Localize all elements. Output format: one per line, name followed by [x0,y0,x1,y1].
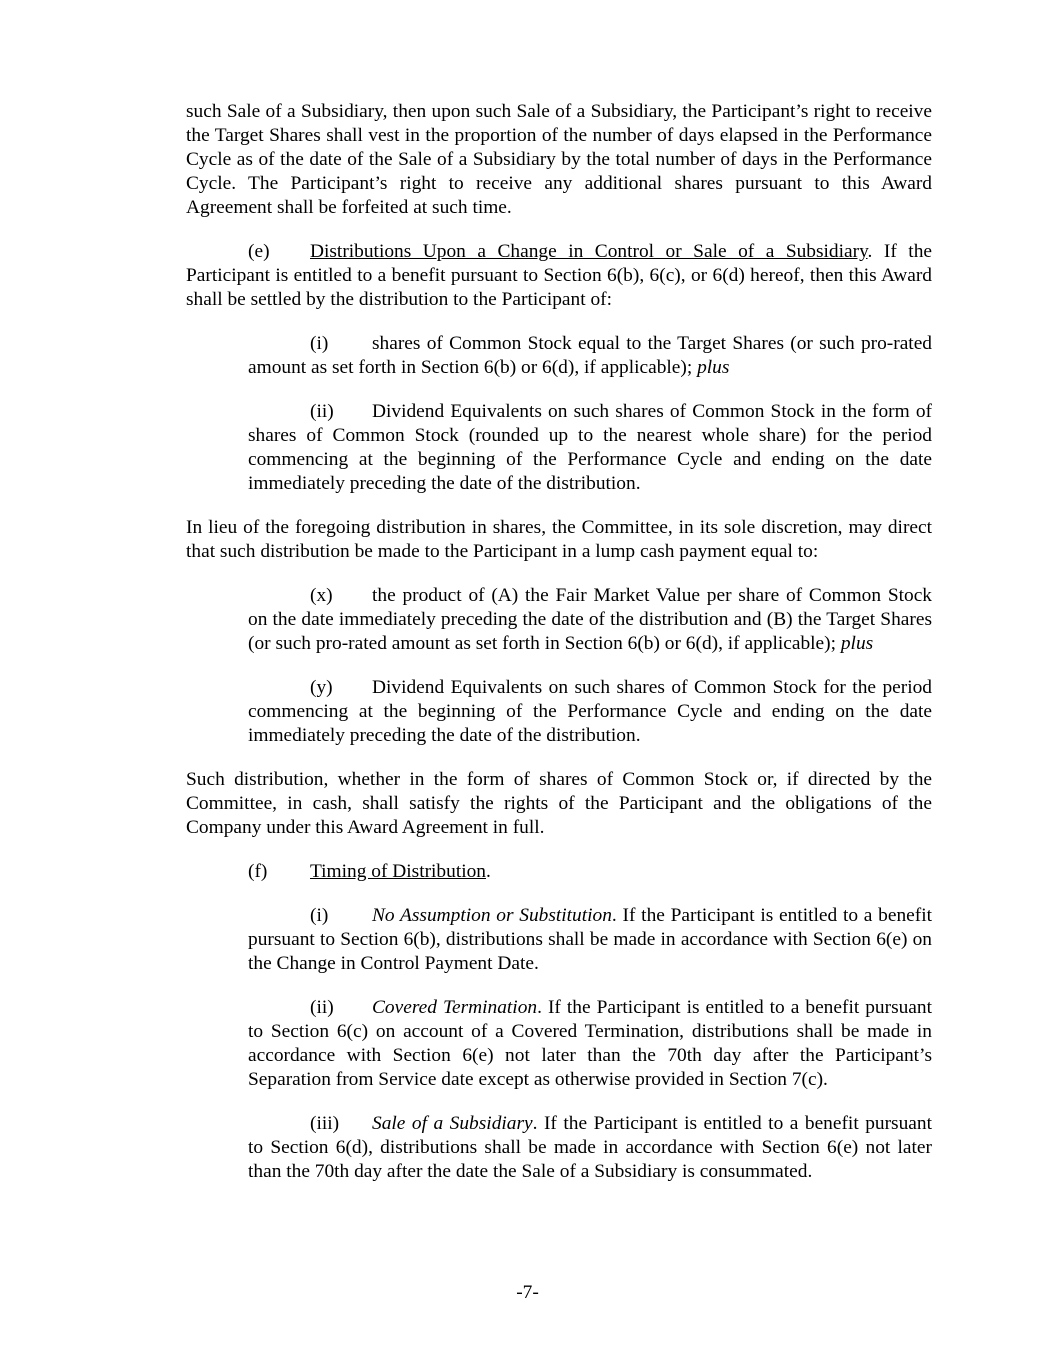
section-6f-i: (i) No Assumption or Substitution. If the Participant is entitled to a benefit pursuant to Section 6(b), distributions shall be made in accordance with Section 6(e) on the Change in Control Payment Date. [248,905,932,974]
section-6f-iii: (iii) Sale of a Subsidiary. If the Participant is entitled to a benefit pursuant to Section 6(d), distributions shall be made in accordance with Section 6(e) not later than the 70th day after the date the Sale of a Subsidiary is consummated. [248,1113,932,1182]
paragraph-sale-vesting: such Sale of a Subsidiary, then upon such Sale of a Subsidiary, the Participant’s right to receive the Target Shares shall vest in the proportion of the number of days elapsed in the Performance Cycle as of the date of the Sale of a Subsidiary by the total number of days in the Performance Cycle. The Participant’s right to receive any additional shares pursuant to this Award Agreement shall be forfeited at such time. [186,101,932,218]
section-6e-label: (e) [248,241,270,262]
section-6e-ii: (ii) Dividend Equivalents on such shares of Common Stock in the form of shares of Common Stock (rounded up to the nearest whole share) for the period commencing at the beginning of the Performance Cycle and ending on the date immediately preceding the date of the distribution. [248,401,932,494]
section-6e-paragraph: (e) Distributions Upon a Change in Control or Sale of a Subsidiary. If the Participant is entitled to a benefit pursuant to Section 6(b), 6(c), or 6(d) hereof, then this Award shall be settled by the distribution to the Participant of: [186,241,932,310]
section-6e-i: (i) shares of Common Stock equal to the Target Shares (or such pro-rated amount as set forth in Section 6(b) or 6(d), if applicable); plus [248,333,932,378]
paragraph-such-distribution: Such distribution, whether in the form of shares of Common Stock or, if directed by the Committee, in cash, shall satisfy the rights of the Participant and the obligations of the Company under this Award Agreement in full. [186,769,932,838]
section-6f-ii: (ii) Covered Termination. If the Participant is entitled to a benefit pursuant to Section 6(c) on account of a Covered Termination, distributions shall be made in accordance with Section 6(e) not later than the 70th day after the Participant’s Separation from Service date except as otherwise provided in Section 7(c). [248,997,932,1090]
page-number: -7- [516,1282,539,1303]
section-6e-title: Distributions Upon a Change in Control or Sale of a Subsidiary [310,241,868,262]
section-6e-x: (x) the product of (A) the Fair Market Value per share of Common Stock on the date immediately preceding the date of the distribution and (B) the Target Shares (or such pro-rated amount as set forth in Section 6(b) or 6(d), if applicable); plus [248,585,932,654]
section-6f-heading: (f) Timing of Distribution. [248,861,491,882]
section-6f-title: Timing of Distribution [310,861,486,882]
document-body [186,100,932,1204]
paragraph-in-lieu: In lieu of the foregoing distribution in shares, the Committee, in its sole discretion, may direct that such distribution be made to the Participant in a lump cash payment equal to: [186,517,932,562]
section-6e-text: If the Participant is entitled to a benefit pursuant to Section 6(b), 6(c), or 6(d) hereof, then this Award shall be settled by the distribution to the Participant of: [186,241,932,310]
section-6e-y: (y) Dividend Equivalents on such shares of Common Stock for the period commencing at the beginning of the Performance Cycle and ending on the date immediately preceding the date of the distribution. [248,677,932,746]
